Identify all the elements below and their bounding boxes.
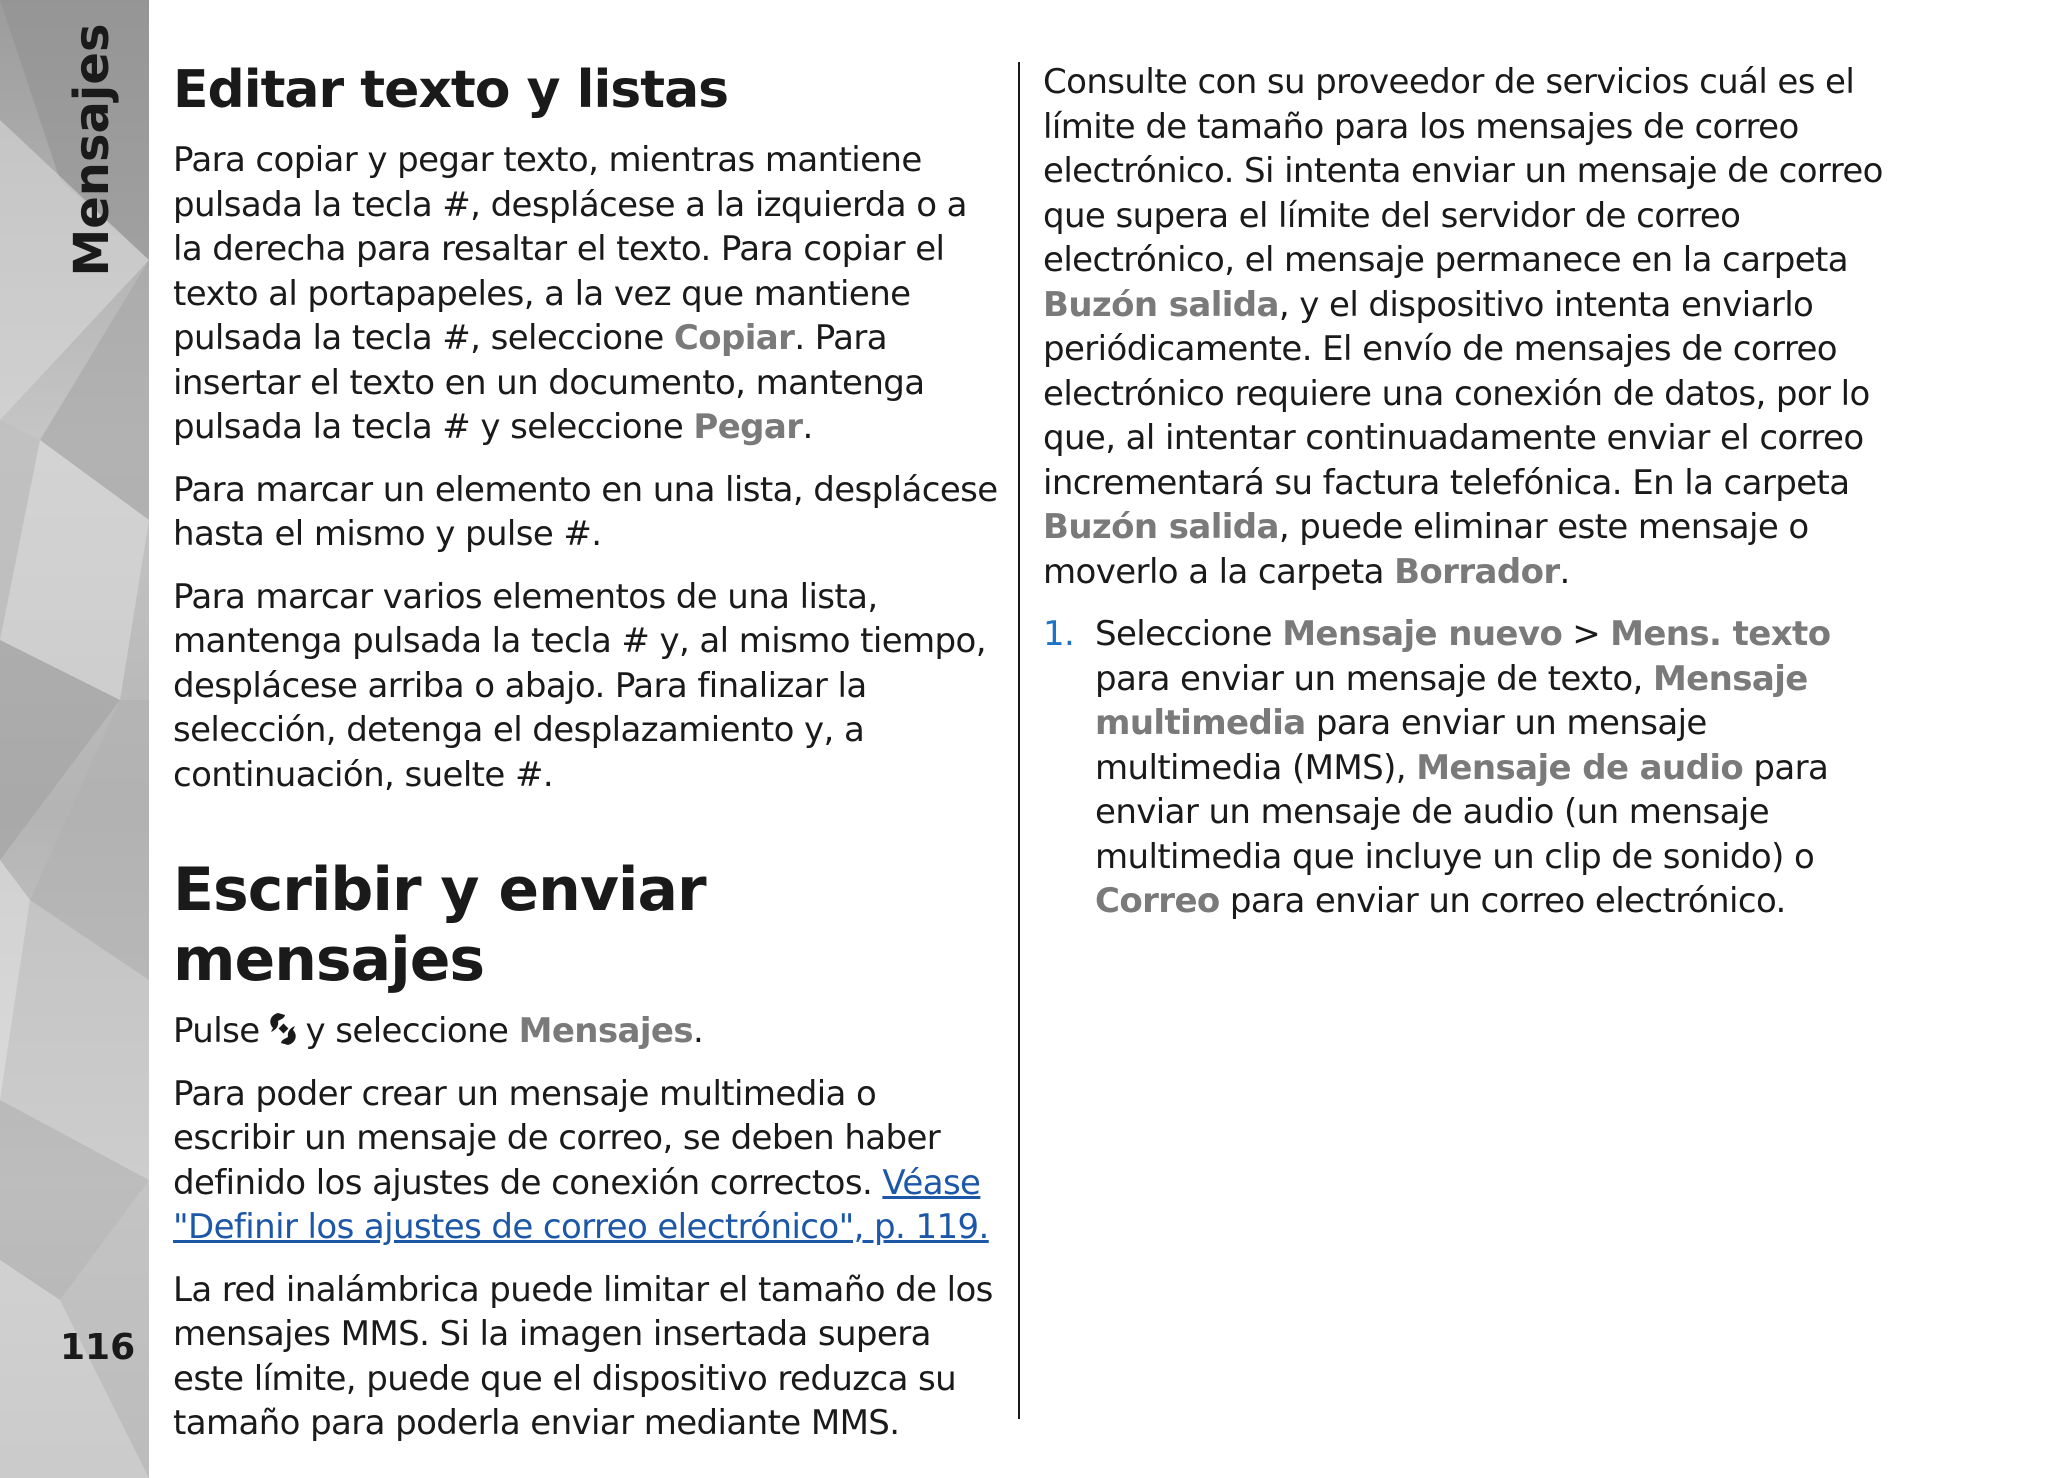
- menu-term-pegar: Pegar: [693, 407, 803, 447]
- section-sidebar: [0, 0, 149, 1478]
- text-run: , y el dispositivo intenta enviarlo periódicamente. El envío de mensajes de correo electrónico requiere una conexión de datos, por lo que, al intentar continuadamente enviar el correo incrementará su factura telefónica. En la carpeta: [1043, 284, 1870, 503]
- left-column: [173, 60, 1003, 1464]
- right-column: [1043, 60, 1898, 924]
- text-run: y seleccione: [305, 1011, 519, 1051]
- heading-write-send: Escribir y enviar mensajes: [173, 855, 706, 995]
- list-item-text: [1095, 612, 1898, 924]
- steps-list: [1043, 612, 1898, 924]
- list-item: [1043, 612, 1898, 924]
- text-run: Consulte con su proveedor de servicios cuál es el límite de tamaño para los mensajes de correo electrónico. Si intenta enviar un mensaje de correo que supera el límite del servidor de correo electrónico, el mensaje permanece en la carpeta: [1043, 62, 1883, 280]
- text-run: Para copiar y pegar texto, mientras mantiene pulsada la tecla #, desplácese a la izquierda o a la derecha para resaltar el texto. Para copiar el texto al portapapeles, a la vez que mantiene pulsada la tecla #, seleccione: [173, 140, 967, 358]
- link-email-settings[interactable]: Véase "Definir los ajustes de correo electrónico", p. 119.: [173, 1162, 989, 1247]
- text-run: para enviar un mensaje de texto,: [1095, 658, 1653, 699]
- menu-term-borrador: Borrador: [1394, 551, 1560, 592]
- paragraph-mark-multiple: Para marcar varios elementos de una lista, mantenga pulsada la tecla # y, al mismo tiempo, desplácese arriba o abajo. Para finalizar la selección, detenga el desplazamiento y, a continuación, suelte #.: [173, 576, 986, 795]
- menu-term-mensaje-nuevo: Mensaje nuevo: [1282, 614, 1563, 654]
- menu-term-mensaje-multimedia: Mensaje multimedia: [1095, 658, 1808, 743]
- text-run: . Para insertar el texto en un documento, mantenga pulsada la tecla # y seleccione: [173, 318, 925, 447]
- page-number: 116: [60, 1327, 136, 1368]
- menu-separator: >: [1572, 614, 1601, 654]
- text-run: , puede eliminar este mensaje o moverlo a la carpeta: [1043, 507, 1809, 592]
- text-run: para enviar un mensaje multimedia (MMS),: [1095, 703, 1707, 788]
- text-run: Pulse: [173, 1011, 260, 1051]
- menu-term-buzon-salida: Buzón salida: [1043, 284, 1279, 325]
- menu-term-mensaje-de-audio: Mensaje de audio: [1416, 747, 1744, 788]
- menu-term-mensajes: Mensajes: [518, 1011, 694, 1051]
- text-run: Seleccione: [1095, 614, 1283, 654]
- menu-key-icon: [266, 1010, 300, 1048]
- text-run: .: [1559, 551, 1570, 592]
- menu-term-correo: Correo: [1095, 881, 1220, 921]
- text-run: Para poder crear un mensaje multimedia o escribir un mensaje de correo, se deben haber definido los ajustes de conexión correctos.: [173, 1073, 941, 1203]
- paragraph-press-menu: [173, 1009, 1003, 1054]
- paragraph-email-size-limit: [1043, 60, 1898, 594]
- menu-term-copiar: Copiar: [673, 318, 795, 358]
- section-title: Mensajes: [64, 23, 120, 277]
- menu-term-buzon-salida: Buzón salida: [1043, 507, 1279, 547]
- menu-term-mens-texto: Mens. texto: [1610, 614, 1831, 654]
- list-number: 1.: [1043, 614, 1075, 654]
- text-run: para enviar un correo electrónico.: [1219, 881, 1786, 921]
- paragraph-connection-settings: [173, 1072, 1003, 1250]
- text-run: .: [802, 407, 813, 447]
- text-run: .: [693, 1011, 704, 1051]
- heading-edit-text-lists: Editar texto y listas: [173, 60, 729, 120]
- paragraph-mark-item: Para marcar un elemento en una lista, desplácese hasta el mismo y pulse #.: [173, 469, 998, 554]
- column-divider: [1018, 62, 1020, 1419]
- paragraph-mms-limit: La red inalámbrica puede limitar el tamaño de los mensajes MMS. Si la imagen insertada supera este límite, puede que el dispositivo reduzca su tamaño para poderla enviar mediante MMS.: [173, 1269, 993, 1443]
- text-run: para enviar un mensaje de audio (un mensaje multimedia que incluye un clip de sonido) o: [1095, 747, 1829, 877]
- paragraph-copy-paste: [173, 138, 1003, 450]
